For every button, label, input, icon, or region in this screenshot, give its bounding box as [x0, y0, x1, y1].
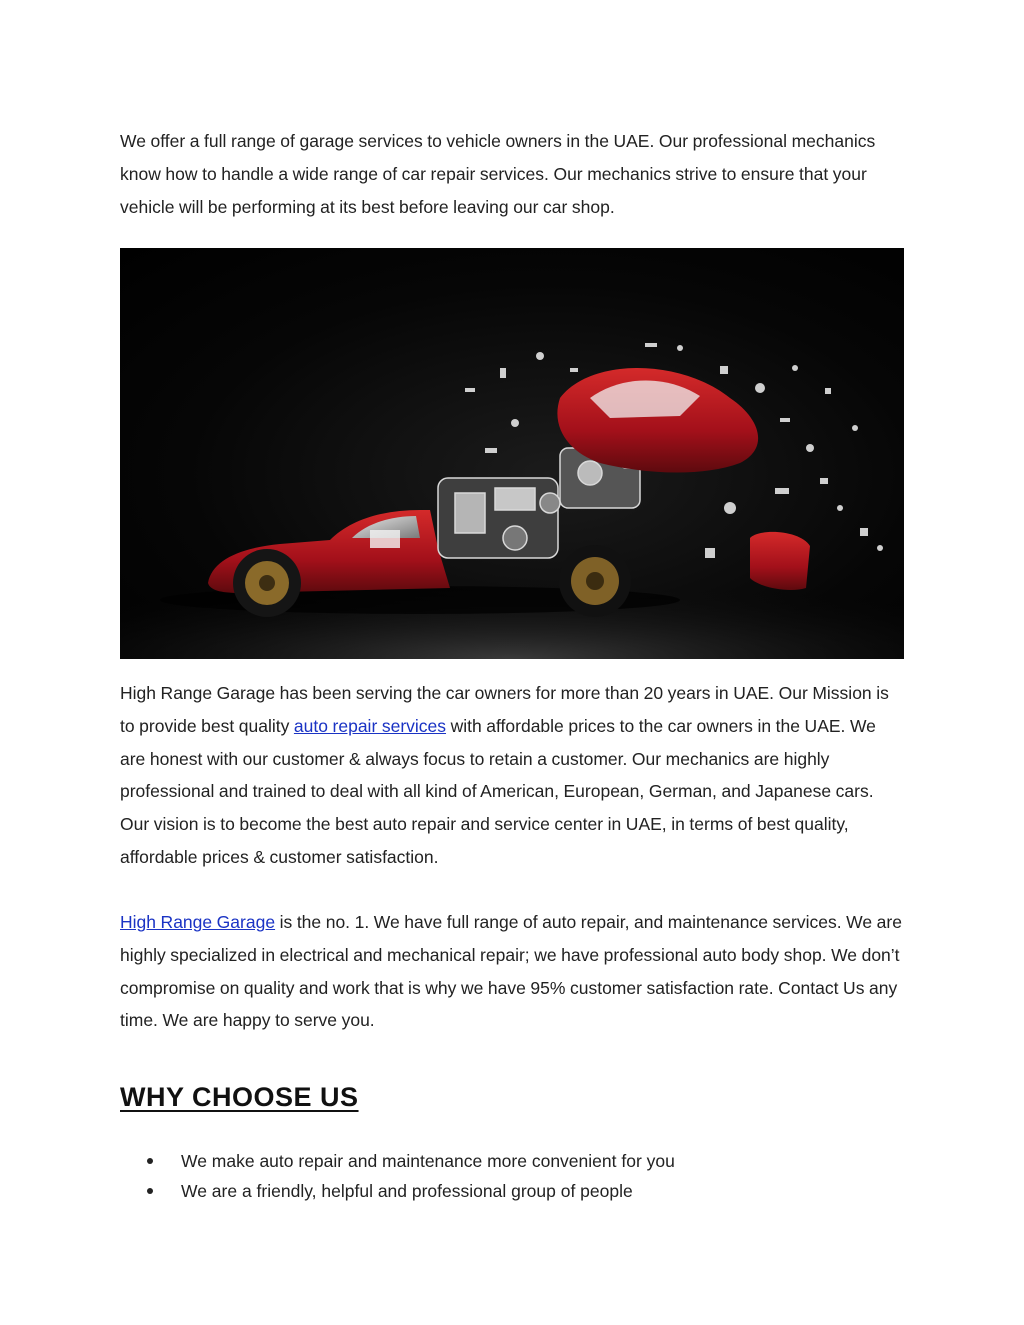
why-choose-us-heading: WHY CHOOSE US [120, 1082, 359, 1112]
bullet-icon [147, 1158, 153, 1164]
list-item [120, 1176, 675, 1206]
auto-repair-services-link[interactable]: auto repair services [293, 715, 447, 736]
bullet-icon [147, 1188, 153, 1194]
about-text-after-link: with affordable prices to the car owners in the UAE. We are honest with our customer & always focus to retain a customer. Our mechanics are highly professional and trained to deal with all kind of American, European, German, and Japanese cars. Our vision is to become the best auto repair and service center in UAE, in terms of best quality, affordable prices & customer satisfaction. [120, 715, 876, 867]
list-item-text: We are a friendly, helpful and professional group of people [181, 1181, 633, 1201]
intro-paragraph: We offer a full range of garage services to vehicle owners in the UAE. Our professional mechanics know how to handle a wide range of car repair services. Our mechanics strive to ensure that your vehicle will be performing at its best before leaving our car shop. [120, 131, 876, 217]
exploded-car-illustration [120, 248, 904, 659]
list-item-text: We make auto repair and maintenance more convenient for you [181, 1151, 675, 1171]
high-range-garage-link[interactable]: High Range Garage [120, 912, 276, 932]
specialty-text-after-link: is the no. 1. We have full range of auto repair, and maintenance services. We are highly specialized in electrical and mechanical repair; we have professional auto body shop. We don’t compromise on quality and work that is why we have 95% customer satisfaction rate. Contact Us any time. We are happy to serve you. [120, 912, 902, 1031]
list-item [120, 1146, 675, 1176]
specialty-paragraph [120, 906, 905, 1037]
why-choose-us-list [120, 1146, 675, 1206]
exploded-car-image [120, 248, 904, 659]
about-paragraph [120, 677, 905, 874]
about-text-before-link: High Range Garage has been serving the car owners for more than 20 years in UAE. Our Mission is to provide best quality [120, 683, 889, 736]
